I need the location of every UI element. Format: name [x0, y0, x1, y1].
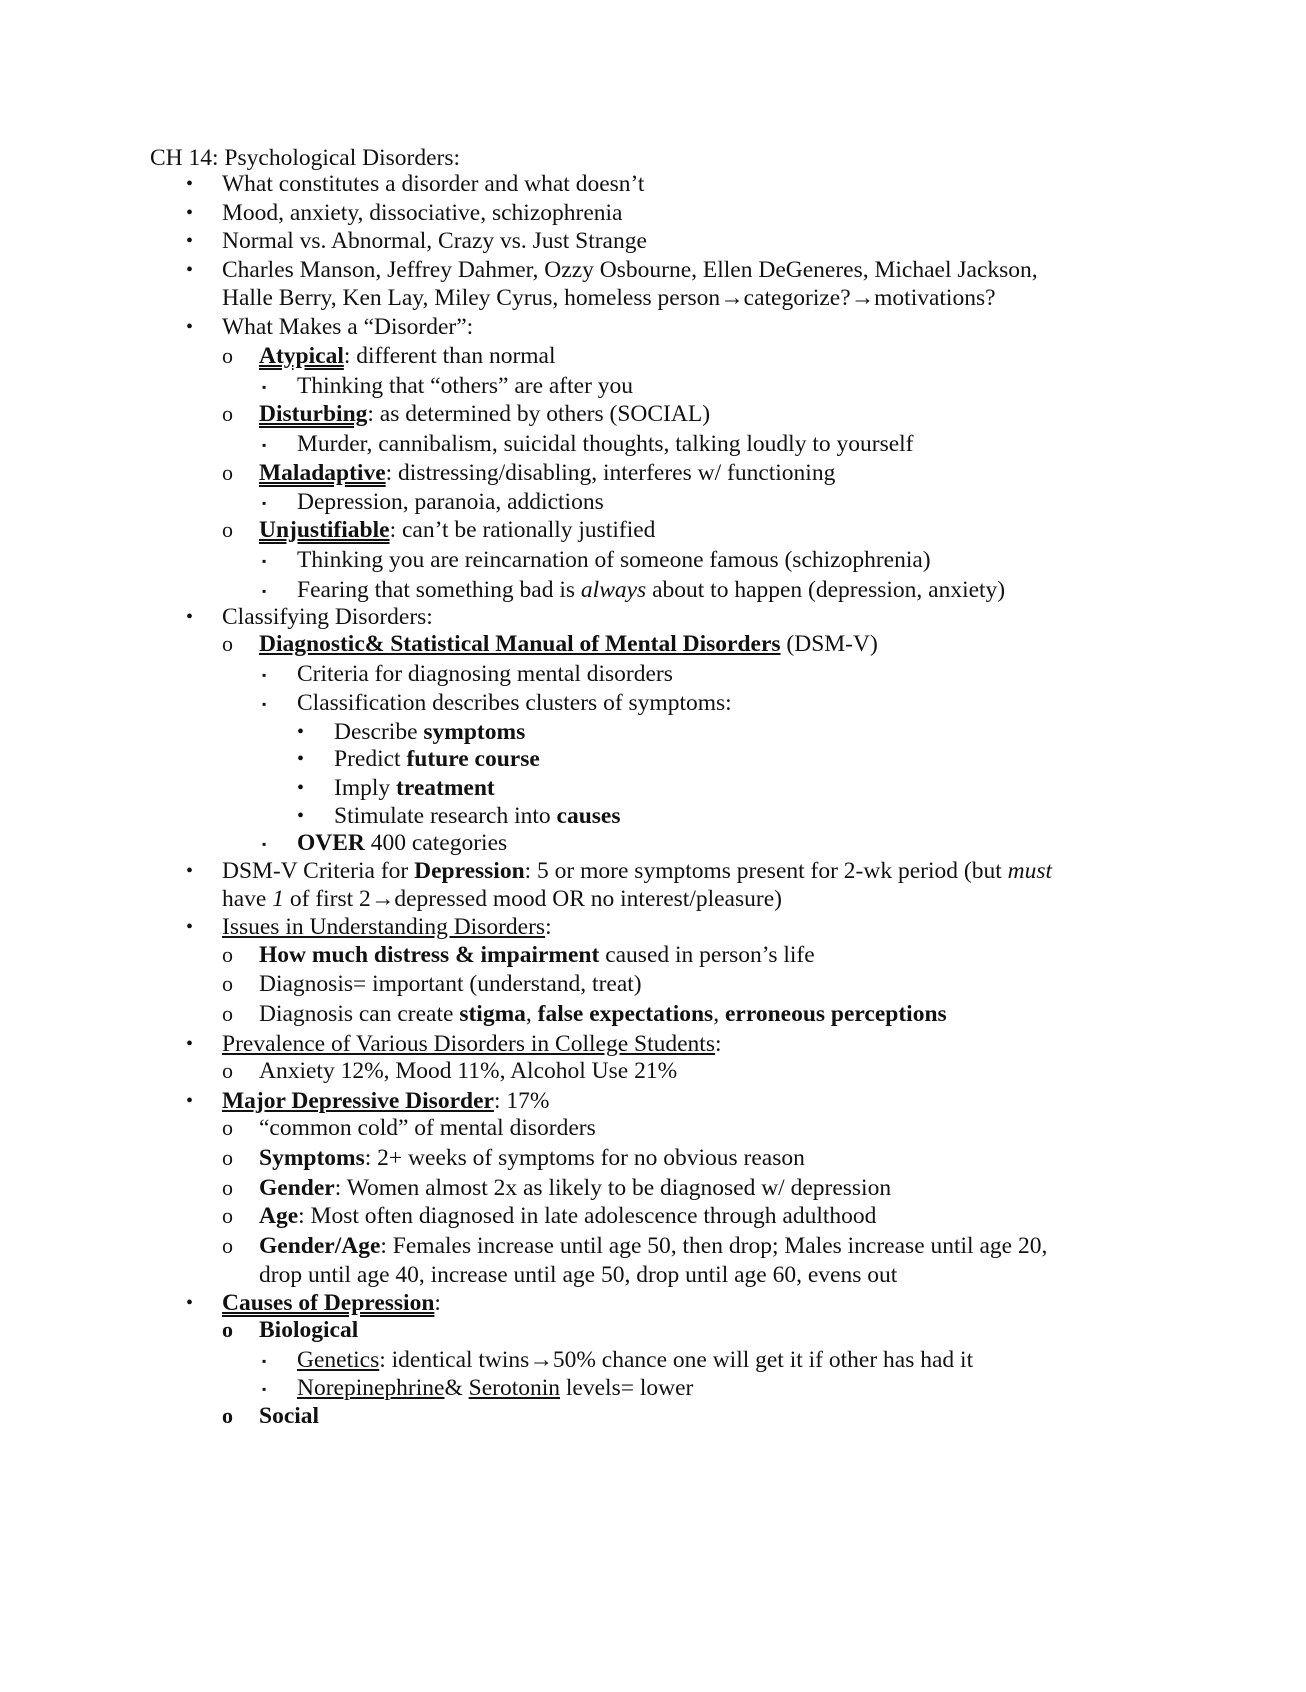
- bullet: •: [186, 606, 194, 628]
- bullet: •: [186, 1090, 194, 1112]
- sub-sub-item: Fearing that something bad is always about to happen (depression, anxiety): [297, 577, 1006, 603]
- sub-item-continuation: drop until age 40, increase until age 50, drop until age 60, evens out: [259, 1262, 898, 1288]
- sub-item: Disturbing: as determined by others (SOCIAL): [259, 401, 711, 427]
- list-item: Charles Manson, Jeffrey Dahmer, Ozzy Osbourne, Ellen DeGeneres, Michael Jackson,: [222, 257, 1038, 283]
- page-title: CH 14: Psychological Disorders:: [150, 145, 461, 171]
- square-bullet: ▪: [262, 1382, 267, 1396]
- sub-item: Diagnosis can create stigma, false expectations, erroneous perceptions: [259, 1001, 947, 1027]
- sub-sub-item: Classification describes clusters of symptoms:: [297, 690, 732, 716]
- circle-bullet: o: [222, 1145, 233, 1170]
- list-item: Issues in Understanding Disorders:: [222, 914, 552, 940]
- square-bullet: ▪: [262, 837, 267, 851]
- circle-bullet: o: [222, 1233, 233, 1258]
- list-item: Mood, anxiety, dissociative, schizophrenia: [222, 200, 623, 226]
- square-bullet: ▪: [262, 380, 267, 394]
- level4-item: Predict future course: [334, 746, 540, 772]
- circle-bullet: o: [222, 1317, 233, 1342]
- sub-sub-item: Genetics: identical twins→50% chance one will get it if other has had it: [297, 1347, 974, 1373]
- bullet: •: [186, 1033, 194, 1055]
- sub-sub-item: Thinking you are reincarnation of someone famous (schizophrenia): [297, 547, 931, 573]
- circle-bullet: o: [222, 1058, 233, 1083]
- bullet: •: [186, 860, 194, 882]
- circle-bullet: o: [222, 517, 233, 542]
- square-bullet: ▪: [262, 554, 267, 568]
- square-bullet: ▪: [262, 584, 267, 598]
- sub-item: Symptoms: 2+ weeks of symptoms for no obvious reason: [259, 1145, 805, 1171]
- sub-sub-item: Criteria for diagnosing mental disorders: [297, 661, 673, 687]
- circle-bullet: o: [222, 971, 233, 996]
- circle-bullet: o: [222, 1403, 233, 1428]
- square-bullet: ▪: [262, 438, 267, 452]
- circle-bullet: o: [222, 1203, 233, 1228]
- sub-sub-item: Murder, cannibalism, suicidal thoughts, talking loudly to yourself: [297, 431, 914, 457]
- list-item: Prevalence of Various Disorders in College Students:: [222, 1031, 722, 1057]
- list-item-continuation: Halle Berry, Ken Lay, Miley Cyrus, homeless person→categorize?→motivations?: [222, 285, 996, 311]
- circle-bullet: o: [222, 1115, 233, 1140]
- bullet: •: [186, 230, 194, 252]
- level4-item: Stimulate research into causes: [334, 803, 621, 829]
- bullet: •: [186, 202, 194, 224]
- sub-item: Anxiety 12%, Mood 11%, Alcohol Use 21%: [259, 1058, 678, 1084]
- sub-sub-item: Thinking that “others” are after you: [297, 373, 634, 399]
- bullet: •: [186, 1292, 194, 1314]
- sub-item: Diagnostic& Statistical Manual of Mental Disorders (DSM-V): [259, 631, 878, 657]
- level4-item: Describe symptoms: [334, 719, 526, 745]
- sub-item: Age: Most often diagnosed in late adolescence through adulthood: [259, 1203, 877, 1229]
- sub-item: Social: [259, 1403, 320, 1429]
- list-item: What constitutes a disorder and what doesn’t: [222, 171, 645, 197]
- bullet: •: [297, 805, 305, 827]
- square-bullet: ▪: [262, 668, 267, 682]
- sub-sub-item: OVER 400 categories: [297, 830, 508, 856]
- square-bullet: ▪: [262, 1354, 267, 1368]
- sub-item: Gender: Women almost 2x as likely to be diagnosed w/ depression: [259, 1175, 892, 1201]
- circle-bullet: o: [222, 343, 233, 368]
- sub-item: Maladaptive: distressing/disabling, interferes w/ functioning: [259, 460, 836, 486]
- sub-item: Atypical: different than normal: [259, 343, 556, 369]
- bullet: •: [297, 777, 305, 799]
- circle-bullet: o: [222, 942, 233, 967]
- level4-item: Imply treatment: [334, 775, 495, 801]
- list-item: What Makes a “Disorder”:: [222, 314, 474, 340]
- bullet: •: [297, 721, 305, 743]
- circle-bullet: o: [222, 631, 233, 656]
- sub-item: Unjustifiable: can’t be rationally justified: [259, 517, 656, 543]
- circle-bullet: o: [222, 1175, 233, 1200]
- list-item: DSM-V Criteria for Depression: 5 or more symptoms present for 2-wk period (but must: [222, 858, 1053, 884]
- sub-item: Gender/Age: Females increase until age 50, then drop; Males increase until age 20,: [259, 1233, 1048, 1259]
- bullet: •: [297, 748, 305, 770]
- square-bullet: ▪: [262, 697, 267, 711]
- list-item: Classifying Disorders:: [222, 604, 433, 630]
- bullet: •: [186, 259, 194, 281]
- list-item-continuation: have 1 of first 2→depressed mood OR no interest/pleasure): [222, 886, 782, 912]
- circle-bullet: o: [222, 401, 233, 426]
- sub-item: “common cold” of mental disorders: [259, 1115, 596, 1141]
- sub-item: How much distress & impairment caused in person’s life: [259, 942, 815, 968]
- sub-sub-item: Norepinephrine& Serotonin levels= lower: [297, 1375, 694, 1401]
- bullet: •: [186, 316, 194, 338]
- bullet: •: [186, 916, 194, 938]
- circle-bullet: o: [222, 1001, 233, 1026]
- list-item: Major Depressive Disorder: 17%: [222, 1088, 550, 1114]
- list-item: Causes of Depression:: [222, 1290, 441, 1316]
- bullet: •: [186, 173, 194, 195]
- sub-item: Biological: [259, 1317, 359, 1343]
- circle-bullet: o: [222, 460, 233, 485]
- list-item: Normal vs. Abnormal, Crazy vs. Just Strange: [222, 228, 647, 254]
- sub-sub-item: Depression, paranoia, addictions: [297, 489, 604, 515]
- sub-item: Diagnosis= important (understand, treat): [259, 971, 642, 997]
- square-bullet: ▪: [262, 496, 267, 510]
